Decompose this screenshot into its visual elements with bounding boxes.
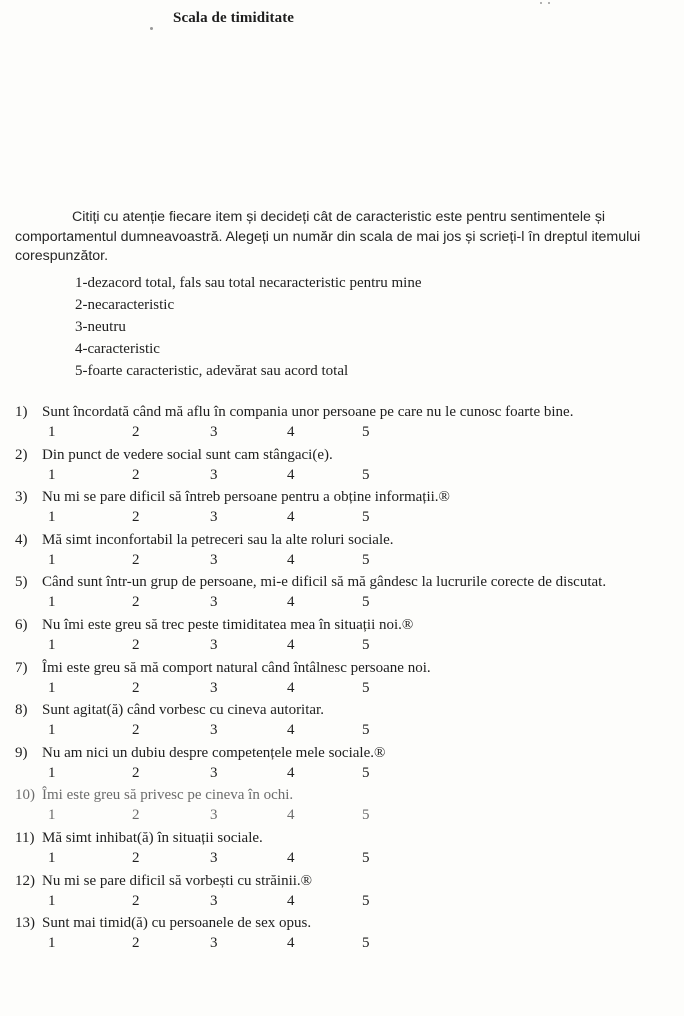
rating-option-4[interactable]: 4	[287, 551, 295, 568]
rating-option-3[interactable]: 3	[210, 466, 218, 483]
scale-entry: 2-necaracteristic	[75, 297, 175, 313]
rating-option-5[interactable]: 5	[362, 636, 370, 653]
item-number: 7)	[15, 659, 28, 676]
item-number: 8)	[15, 702, 28, 719]
scale-entry: 5-foarte caracteristic, adevărat sau acord total	[75, 363, 349, 379]
item-text: Nu îmi este greu să trec peste timiditatea mea în situații noi.®	[42, 616, 414, 633]
item-question	[15, 488, 683, 507]
questionnaire-item	[15, 446, 683, 485]
rating-option-1[interactable]: 1	[48, 551, 56, 568]
rating-option-4[interactable]: 4	[287, 935, 295, 952]
rating-option-4[interactable]: 4	[287, 679, 295, 696]
item-text: Nu mi se pare dificil să vorbești cu străinii.®	[42, 872, 313, 889]
rating-option-3[interactable]: 3	[210, 509, 218, 526]
item-question	[15, 829, 683, 848]
scan-speck	[540, 2, 542, 4]
questionnaire-item	[15, 744, 683, 783]
questionnaire-item	[15, 488, 683, 527]
rating-option-2[interactable]: 2	[132, 807, 140, 824]
rating-options	[15, 933, 683, 953]
questionnaire-item	[15, 573, 683, 612]
item-number: 2)	[15, 446, 28, 463]
rating-option-4[interactable]: 4	[287, 892, 295, 909]
rating-options	[15, 422, 683, 442]
rating-options	[15, 592, 683, 612]
item-number: 12)	[15, 872, 35, 889]
rating-option-5[interactable]: 5	[362, 466, 370, 483]
scale-entry: 1-dezacord total, fals sau total necaracteristic pentru mine	[75, 275, 422, 291]
rating-option-1[interactable]: 1	[48, 764, 56, 781]
item-number: 1)	[15, 404, 28, 420]
rating-option-2[interactable]: 2	[132, 424, 140, 440]
rating-option-5[interactable]: 5	[362, 424, 370, 440]
instructions-paragraph	[15, 208, 680, 267]
rating-option-3[interactable]: 3	[210, 424, 218, 440]
rating-option-5[interactable]: 5	[362, 722, 370, 739]
item-number: 10)	[15, 787, 35, 804]
rating-option-3[interactable]: 3	[210, 892, 218, 909]
rating-options	[15, 635, 683, 655]
rating-option-1[interactable]: 1	[48, 935, 56, 952]
rating-option-1[interactable]: 1	[48, 807, 56, 824]
item-question	[15, 786, 683, 805]
rating-option-4[interactable]: 4	[287, 636, 295, 653]
rating-option-1[interactable]: 1	[48, 892, 56, 909]
instructions-text: Citiți cu atenție fiecare item și decideți cât de caracteristic este pentru sentimentele și comportamentul dumneavoastră. Alegeți un număr din scala de mai jos și scrieți-l în dreptul itemului corespunzător.	[15, 209, 641, 264]
rating-option-4[interactable]: 4	[287, 424, 295, 440]
item-question	[15, 701, 683, 720]
item-number: 13)	[15, 915, 35, 932]
rating-option-1[interactable]: 1	[48, 849, 56, 866]
rating-options	[15, 848, 683, 868]
rating-option-2[interactable]: 2	[132, 636, 140, 653]
rating-option-1[interactable]: 1	[48, 466, 56, 483]
rating-options	[15, 507, 683, 527]
rating-option-1[interactable]: 1	[48, 509, 56, 526]
item-text: Din punct de vedere social sunt cam stângaci(e).	[42, 446, 333, 463]
item-text: Sunt mai timid(ă) cu persoanele de sex opus.	[42, 915, 312, 932]
rating-option-4[interactable]: 4	[287, 594, 295, 611]
rating-option-3[interactable]: 3	[210, 849, 218, 866]
item-text: Mă simt inhibat(ă) în situații sociale.	[42, 829, 263, 846]
rating-option-4[interactable]: 4	[287, 509, 295, 526]
questionnaire-item	[15, 701, 683, 740]
questionnaire-items	[15, 403, 683, 957]
item-question	[15, 744, 683, 763]
item-question	[15, 659, 683, 678]
rating-option-2[interactable]: 2	[132, 551, 140, 568]
questionnaire-item	[15, 616, 683, 655]
item-question	[15, 531, 683, 550]
item-number: 9)	[15, 744, 28, 761]
rating-option-3[interactable]: 3	[210, 679, 218, 696]
rating-option-5[interactable]: 5	[362, 551, 370, 568]
item-number: 4)	[15, 531, 28, 548]
rating-options	[15, 550, 683, 570]
rating-option-3[interactable]: 3	[210, 764, 218, 781]
rating-option-2[interactable]: 2	[132, 594, 140, 611]
rating-option-1[interactable]: 1	[48, 636, 56, 653]
rating-option-2[interactable]: 2	[132, 679, 140, 696]
document-title: Scala de timiditate	[173, 10, 295, 26]
rating-option-1[interactable]: 1	[48, 594, 56, 611]
rating-option-5[interactable]: 5	[362, 679, 370, 696]
rating-option-2[interactable]: 2	[132, 466, 140, 483]
questionnaire-item	[15, 659, 683, 698]
rating-option-2[interactable]: 2	[132, 764, 140, 781]
rating-option-1[interactable]: 1	[48, 679, 56, 696]
scan-speck	[548, 2, 550, 4]
rating-option-2[interactable]: 2	[132, 935, 140, 952]
scale-entry: 4-caracteristic	[75, 341, 160, 357]
rating-options	[15, 763, 683, 783]
questionnaire-item	[15, 786, 683, 825]
scan-speck	[150, 27, 153, 30]
rating-option-4[interactable]: 4	[287, 722, 295, 739]
item-number: 11)	[15, 829, 35, 846]
questionnaire-item	[15, 403, 683, 442]
rating-option-4[interactable]: 4	[287, 466, 295, 483]
rating-option-3[interactable]: 3	[210, 935, 218, 952]
item-number: 5)	[15, 574, 28, 591]
item-text: Mă simt inconfortabil la petreceri sau la alte roluri sociale.	[42, 531, 394, 548]
rating-option-5[interactable]: 5	[362, 892, 370, 909]
scale-legend	[75, 272, 422, 382]
item-text: Nu am nici un dubiu despre competențele mele sociale.®	[42, 744, 386, 761]
rating-option-2[interactable]: 2	[132, 509, 140, 526]
questionnaire-item	[15, 531, 683, 570]
rating-option-5[interactable]: 5	[362, 807, 370, 824]
scale-entry: 3-neutru	[75, 319, 126, 335]
rating-option-5[interactable]: 5	[362, 935, 370, 952]
item-question	[15, 872, 683, 891]
rating-option-3[interactable]: 3	[210, 636, 218, 653]
rating-option-2[interactable]: 2	[132, 849, 140, 866]
questionnaire-item	[15, 829, 683, 868]
rating-options	[15, 678, 683, 698]
rating-options	[15, 465, 683, 485]
item-question	[15, 403, 683, 422]
rating-option-4[interactable]: 4	[287, 764, 295, 781]
item-text: Când sunt într-un grup de persoane, mi-e dificil să mă gândesc la lucrurile corecte de discutat.	[42, 574, 607, 591]
rating-option-1[interactable]: 1	[48, 424, 56, 440]
item-question	[15, 914, 683, 933]
rating-option-3[interactable]: 3	[210, 722, 218, 739]
rating-option-5[interactable]: 5	[362, 764, 370, 781]
rating-option-5[interactable]: 5	[362, 849, 370, 866]
questionnaire-item	[15, 914, 683, 953]
rating-option-3[interactable]: 3	[210, 807, 218, 824]
item-text: Îmi este greu să privesc pe cineva în ochi.	[42, 787, 294, 804]
item-number: 3)	[15, 489, 28, 506]
item-text: Nu mi se pare dificil să întreb persoane pentru a obține informații.®	[42, 489, 450, 506]
rating-option-4[interactable]: 4	[287, 807, 295, 824]
item-text: Sunt încordată când mă aflu în compania unor persoane pe care nu le cunosc foarte bine.	[42, 404, 574, 420]
rating-option-2[interactable]: 2	[132, 722, 140, 739]
rating-options	[15, 720, 683, 740]
item-question	[15, 616, 683, 635]
rating-options	[15, 805, 683, 825]
item-text: Îmi este greu să mă comport natural când întâlnesc persoane noi.	[42, 659, 431, 676]
rating-options	[15, 891, 683, 911]
item-text: Sunt agitat(ă) când vorbesc cu cineva autoritar.	[42, 702, 324, 719]
rating-option-5[interactable]: 5	[362, 594, 370, 611]
item-question	[15, 573, 683, 592]
rating-option-4[interactable]: 4	[287, 849, 295, 866]
rating-option-1[interactable]: 1	[48, 722, 56, 739]
rating-option-3[interactable]: 3	[210, 594, 218, 611]
item-question	[15, 446, 683, 465]
item-number: 6)	[15, 616, 28, 633]
rating-option-3[interactable]: 3	[210, 551, 218, 568]
rating-option-2[interactable]: 2	[132, 892, 140, 909]
rating-option-5[interactable]: 5	[362, 509, 370, 526]
questionnaire-item	[15, 872, 683, 911]
